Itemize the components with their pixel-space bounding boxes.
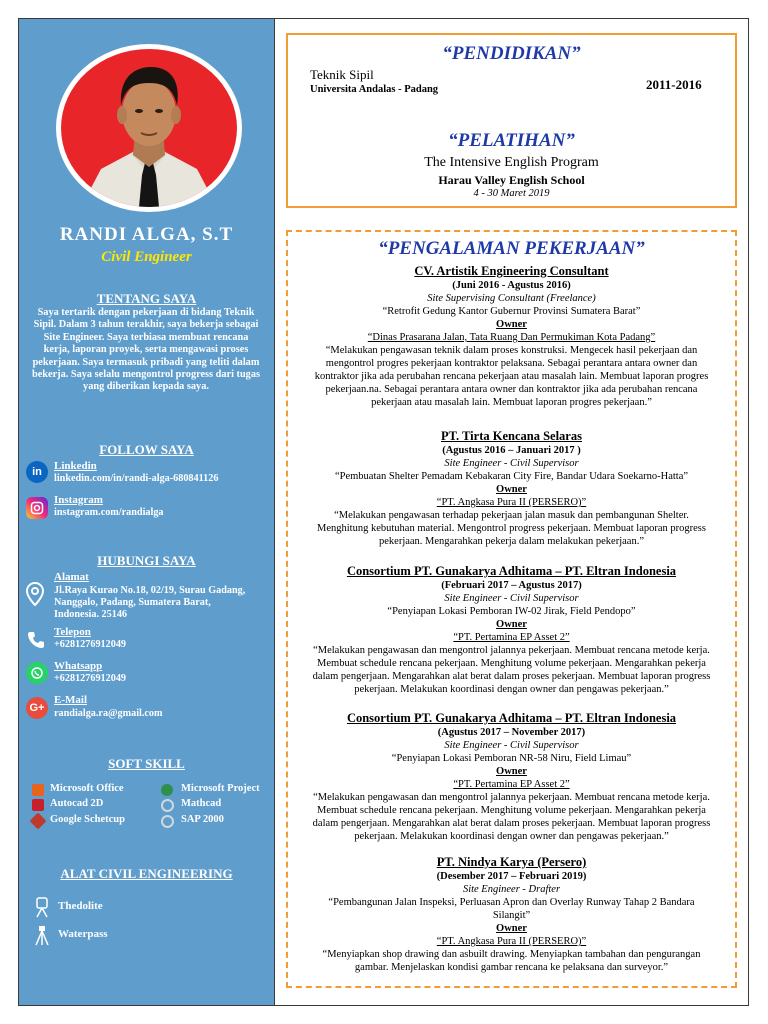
theodolite-icon [34, 896, 50, 923]
skill-sketchup: Google Schetcup [50, 814, 125, 825]
experience-company: Consortium PT. Gunakarya Adhitama – PT. Eltran Indonesia [346, 564, 677, 578]
experience-company: PT. Nindya Karya (Persero) [436, 855, 587, 869]
experience-desc-line: “Melakukan pengawasan dan mengontrol jalannya pekerjaan. Membuat rencana metode kerja. [313, 645, 710, 656]
profile-name: RANDI ALGA, S.T [59, 224, 234, 245]
experience-role: Site Engineer - Civil Supervisor [444, 458, 579, 469]
experience-role: Site Engineer - Drafter [462, 884, 561, 895]
experience-desc-line: gambar. Menjelaskan kondisi gambar rencana ke pelaksana dan surveyor.” [354, 962, 669, 973]
instagram-label[interactable]: Instagram [54, 494, 103, 506]
experience-heading: “PENGALAMAN PEKERJAAN” [378, 238, 645, 259]
linkedin-url[interactable]: linkedin.com/in/randi-alga-680841126 [54, 473, 219, 484]
experience-company: PT. Tirta Kencana Selaras [441, 429, 582, 443]
experience-item [287, 429, 736, 548]
address-line-2: Nanggalo, Padang, Sumatera Barat, [54, 597, 211, 608]
experience-owner-heading: Owner [496, 619, 527, 630]
experience-desc-line: pekerjaan atau masalah lain. Membuat laporan progres pekerjaan.” [371, 397, 652, 408]
linkedin-icon[interactable]: in [26, 461, 48, 483]
whatsapp-value[interactable]: +6281276912049 [54, 673, 127, 684]
profile-photo [56, 44, 242, 212]
experience-desc-line: pekerjaan.na. Sebagai perantara antara owner dan kontraktor jika ada perubahan rencana [325, 384, 698, 395]
training-school: Harau Valley English School [438, 173, 585, 187]
skill-autocad: Autocad 2D [50, 798, 104, 809]
experience-desc-line: Menghitung kebutuhan material. Mengontrol progress pekerjaan. Membuat laporan progress [317, 523, 706, 534]
experience-owner: “PT. Pertamina EP Asset 2” [453, 779, 570, 790]
experience-role: Site Supervising Consultant (Freelance) [427, 293, 596, 304]
whatsapp-icon [26, 662, 48, 684]
about-heading: TENTANG SAYA [96, 291, 197, 306]
email-label: E-Mail [54, 694, 87, 706]
mathcad-icon [161, 799, 174, 812]
profile-role: Civil Engineer [101, 249, 192, 265]
experience-owner-heading: Owner [496, 923, 527, 934]
experience-owner-heading: Owner [496, 484, 527, 495]
experience-desc-line: pekerjaan. Melakukan koordinasi dengan owner dan pengawas pekerjaan.” [354, 831, 669, 842]
autocad-icon [32, 799, 44, 811]
experience-date: (Agustus 2017 – November 2017) [437, 727, 586, 738]
instagram-icon[interactable] [26, 497, 48, 519]
experience-owner-heading: Owner [496, 319, 527, 330]
phone-value[interactable]: +6281276912049 [54, 639, 127, 650]
experience-desc-line: dalam pengerjaan. Mengarahkan alat berat dalam proses pekerjaan. Membuat laporan progress [312, 818, 711, 829]
experience-desc-line: kontraktor jika ada perubahan rencana pekerjaan atau masalah lain. Membuat laporan progres [314, 371, 709, 382]
experience-project: “Retrofit Gedung Kantor Gubernur Provinsi Sumatera Barat” [382, 306, 641, 317]
microsoft-project-icon [161, 784, 173, 796]
phone-label: Telepon [54, 626, 91, 638]
experience-date: (Desember 2017 – Februari 2019) [436, 871, 587, 882]
tool-theodolite: Thedolite [58, 900, 103, 912]
education-heading: “PENDIDIKAN” [442, 43, 581, 64]
tools-heading: ALAT CIVIL ENGINEERING [60, 866, 233, 881]
email-icon: G+ [26, 697, 48, 719]
waterpass-icon [34, 924, 50, 951]
experience-role: Site Engineer - Civil Supervisor [444, 593, 579, 604]
experience-item [287, 711, 736, 843]
email-value[interactable]: randialga.ra@gmail.com [54, 708, 163, 719]
address-line-1: Jl.Raya Kurao No.18, 02/19, Surau Gadang, [54, 585, 246, 596]
experience-owner: “Dinas Prasarana Jalan, Tata Ruang Dan Permukiman Kota Padang” [367, 332, 656, 343]
experience-desc-line: mengontrol progres pekerjaan kontraktor pelaksana. Sebagai perantara antara owner dan [325, 358, 698, 369]
skill-microsoft-office: Microsoft Office [50, 783, 124, 794]
experience-desc-line: “Melakukan pengawasan dan mengontrol jalannya pekerjaan. Membuat rencana metode kerja. [313, 792, 710, 803]
experience-owner: “PT. Angkasa Pura II (PERSERO)” [436, 497, 587, 508]
about-text: Saya tertarik dengan pekerjaan di bidang Teknik Sipil. Dalam 3 tahun terakhir, saya bekerja sebagai Site Engineer. Saya terbiasa membuat rencana kerja, laporan proyek, serta mengawasi proses pekerjaan. Saya termasuk pribadi yang teliti dalam bekerja. Saya selalu mengontrol progress dari tugas yang diberikan kepada saya. [32, 307, 260, 393]
experience-company: Consortium PT. Gunakarya Adhitama – PT. Eltran Indonesia [346, 711, 677, 725]
experience-desc-line: pekerjaan. Melakukan koordinasi dengan owner dan pengawas pekerjaan.” [354, 684, 669, 695]
experience-owner: “PT. Angkasa Pura II (PERSERO)” [436, 936, 587, 947]
location-pin-icon [26, 582, 44, 611]
experience-item [287, 855, 736, 974]
experience-date: (Agustus 2016 – Januari 2017 ) [442, 445, 581, 456]
experience-desc-line: “Menyiapkan shop drawing dan asbuilt drawing. Menyiapkan tambahan dan pengurangan [322, 949, 701, 960]
experience-project: “Penyiapan Lokasi Pemboran IW-02 Jirak, Field Pendopo” [387, 606, 636, 617]
training-program: The Intensive English Program [424, 155, 599, 170]
experience-project: “Penyiapan Lokasi Pemboran NR-58 Niru, Field Limau” [391, 753, 632, 764]
address-line-3: Indonesia. 25146 [54, 609, 128, 620]
experience-desc-line: Membuat schedule rencana pekerjaan. Menghitung volume pekerjaan. Mengarahkan pekerja [317, 658, 706, 669]
linkedin-label[interactable]: Linkedin [54, 460, 97, 472]
education-school: Universita Andalas - Padang [310, 84, 439, 95]
education-years: 2011-2016 [646, 77, 702, 92]
skill-mathcad: Mathcad [181, 798, 222, 809]
experience-item [287, 564, 736, 696]
experience-project: “Pembangunan Jalan Inspeksi, Perluasan Apron dan Overlay Runway Tahap 2 Bandara Silangit” [328, 897, 695, 921]
experience-item [287, 264, 736, 409]
address-label: Alamat [54, 571, 89, 583]
skill-sap2000: SAP 2000 [181, 814, 224, 825]
tool-waterpass: Waterpass [58, 928, 108, 940]
experience-project: “Pembuatan Shelter Pemadam Kebakaran City Fire, Bandar Udara Soekarno-Hatta” [334, 471, 689, 482]
microsoft-office-icon [32, 784, 44, 796]
experience-desc-line: pekerjaan. Mengarahkan pekerja dalam melakukan pekerjaan.” [379, 536, 644, 547]
experience-desc-line: Membuat schedule rencana pekerjaan. Menghitung volume pekerjaan. Mengarahkan pekerja [317, 805, 706, 816]
person-portrait-icon [61, 49, 237, 207]
follow-heading: FOLLOW SAYA [99, 442, 194, 457]
training-date: 4 - 30 Maret 2019 [473, 188, 550, 199]
education-major: Teknik Sipil [310, 67, 374, 82]
experience-desc-line: “Melakukan pengawasan teknik dalam proses konstruksi. Mengecek hasil pekerjaan dan [325, 345, 698, 356]
experience-owner-heading: Owner [496, 766, 527, 777]
whatsapp-label: Whatsapp [54, 660, 103, 672]
experience-company: CV. Artistik Engineering Consultant [414, 264, 609, 278]
contact-heading: HUBUNGI SAYA [97, 553, 196, 568]
experience-date: (Juni 2016 - Agustus 2016) [452, 280, 571, 291]
experience-role: Site Engineer - Civil Supervisor [444, 740, 579, 751]
experience-desc-line: dalam pengerjaan. Mengarahkan alat berat dalam proses pekerjaan. Membuat laporan progress [312, 671, 711, 682]
instagram-url[interactable]: instagram.com/randialga [54, 507, 164, 518]
experience-desc-line: “Melakukan pengawasan terhadap pekerjaan jalan masuk dan pembangunan Shelter. [334, 510, 689, 521]
experience-owner: “PT. Pertamina EP Asset 2” [453, 632, 570, 643]
experience-date: (Februari 2017 – Agustus 2017) [441, 580, 582, 591]
training-heading: “PELATIHAN” [448, 130, 575, 151]
phone-icon [26, 630, 46, 655]
soft-skill-heading: SOFT SKILL [108, 756, 185, 771]
skill-microsoft-project: Microsoft Project [181, 783, 260, 794]
sap2000-icon [161, 815, 174, 828]
